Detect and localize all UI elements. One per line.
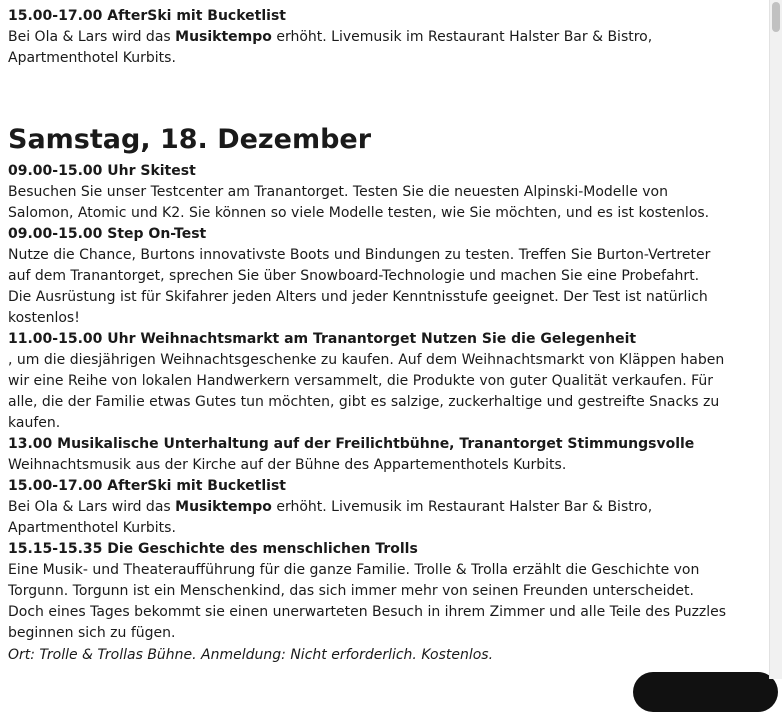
- event-location-note: Ort: Trolle & Trollas Bühne. Anmeldung: Nicht erforderlich. Kostenlos.: [8, 647, 494, 663]
- event-description: Apartmenthotel Kurbits.: [8, 50, 176, 66]
- event-description: Salomon, Atomic und K2. Sie können so viele Modelle testen, wie Sie möchten, und es ist kostenlos.: [8, 205, 710, 221]
- event-title: 13.00 Musikalische Unterhaltung auf der Freilichtbühne, Tranantorget Stimmungsvolle: [8, 436, 695, 452]
- emphasis: Musiktempo: [175, 29, 272, 45]
- event-title: 15.00-17.00 AfterSki mit Bucketlist: [8, 478, 286, 494]
- text: Bei Ola & Lars wird das: [8, 29, 176, 45]
- event-title: 15.00-17.00 AfterSki mit Bucketlist: [8, 8, 286, 24]
- event-description: beginnen sich zu fügen.: [8, 625, 176, 641]
- emphasis: Musiktempo: [175, 499, 272, 515]
- event-description: [8, 497, 652, 518]
- event-description: Doch eines Tages bekommt sie einen unerwarteten Besuch in ihrem Zimmer und alle Teile des Puzzles: [8, 604, 727, 620]
- event-title: 09.00-15.00 Uhr Skitest: [8, 163, 196, 179]
- vertical-scrollbar[interactable]: [769, 0, 782, 679]
- event-description: Nutze die Chance, Burtons innovativste Boots und Bindungen zu testen. Treffen Sie Burton-Vertreter: [8, 247, 711, 263]
- event-description: Weihnachtsmusik aus der Kirche auf der Bühne des Appartementhotels Kurbits.: [8, 457, 567, 473]
- event-description: kaufen.: [8, 415, 61, 431]
- floating-action-button[interactable]: [633, 672, 778, 712]
- day-heading: Samstag, 18. Dezember: [8, 124, 372, 155]
- event-description: wir eine Reihe von lokalen Handwerkern versammelt, die Produkte von guter Qualität verkaufen. Für: [8, 373, 714, 389]
- event-description: , um die diesjährigen Weihnachtsgeschenke zu kaufen. Auf dem Weihnachtsmarkt von Kläppen haben: [8, 352, 725, 368]
- event-description: [8, 27, 652, 48]
- event-title: 11.00-15.00 Uhr Weihnachtsmarkt am Tranantorget Nutzen Sie die Gelegenheit: [8, 331, 637, 347]
- event-title: 09.00-15.00 Step On-Test: [8, 226, 207, 242]
- event-description: Apartmenthotel Kurbits.: [8, 520, 176, 536]
- event-description: kostenlos!: [8, 310, 80, 326]
- text: Bei Ola & Lars wird das: [8, 499, 176, 515]
- scrollbar-thumb[interactable]: [772, 2, 780, 32]
- event-description: Torgunn. Torgunn ist ein Menschenkind, das sich immer mehr von seinen Freunden unterscheidet.: [8, 583, 694, 599]
- event-description: Die Ausrüstung ist für Skifahrer jeden Alters und jeder Kenntnisstufe geeignet. Der Test ist natürlich: [8, 289, 708, 305]
- event-description: auf dem Tranantorget, sprechen Sie über Snowboard-Technologie und machen Sie eine Probefahrt.: [8, 268, 700, 284]
- event-title: 15.15-15.35 Die Geschichte des menschlichen Trolls: [8, 541, 418, 557]
- event-description: Eine Musik- und Theateraufführung für die ganze Familie. Trolle & Trolla erzählt die Geschichte von: [8, 562, 700, 578]
- event-description: Besuchen Sie unser Testcenter am Tranantorget. Testen Sie die neuesten Alpinski-Modelle von: [8, 184, 668, 200]
- event-description: alle, die der Familie etwas Gutes tun möchten, gibt es salzige, zuckerhaltige und gestreifte Snacks zu: [8, 394, 720, 410]
- text: erhöht. Livemusik im Restaurant Halster Bar & Bistro,: [271, 499, 653, 515]
- text: erhöht. Livemusik im Restaurant Halster Bar & Bistro,: [271, 29, 653, 45]
